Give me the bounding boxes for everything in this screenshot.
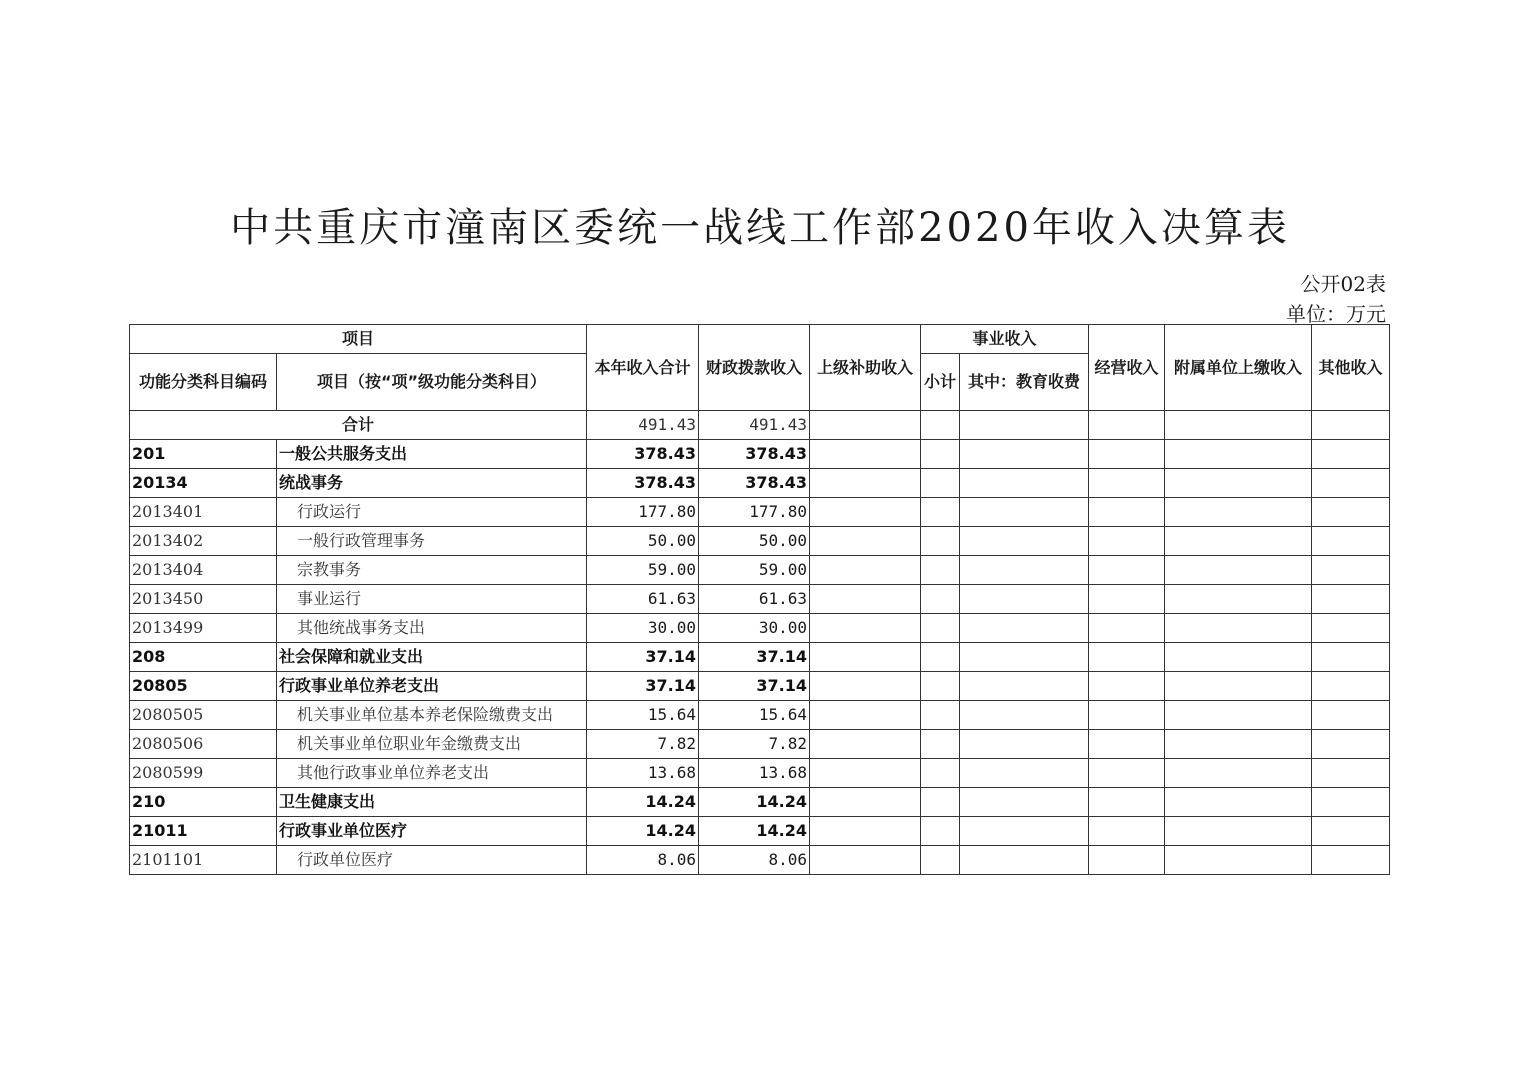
row-total: 59.00 — [587, 556, 699, 585]
empty-cell — [1312, 730, 1390, 759]
empty-cell — [810, 411, 921, 440]
empty-cell — [921, 498, 960, 527]
row-name-text: 宗教事务 — [297, 560, 362, 579]
empty-cell — [1089, 759, 1165, 788]
row-name — [277, 788, 587, 817]
empty-cell — [1312, 614, 1390, 643]
table-row — [130, 498, 1390, 527]
table-row — [130, 556, 1390, 585]
row-fiscal: 13.68 — [699, 759, 810, 788]
row-code: 2013404 — [130, 556, 277, 585]
row-name-text: 机关事业单位基本养老保险缴费支出 — [297, 705, 554, 724]
header-other: 其他收入 — [1312, 325, 1390, 411]
empty-cell — [921, 672, 960, 701]
empty-cell — [1089, 701, 1165, 730]
empty-cell — [1165, 846, 1312, 875]
row-name — [277, 440, 587, 469]
row-fiscal: 8.06 — [699, 846, 810, 875]
header-operating: 经营收入 — [1089, 325, 1165, 411]
row-name-text: 机关事业单位职业年金缴费支出 — [297, 734, 522, 753]
header-code: 功能分类科目编码 — [130, 354, 277, 411]
row-fiscal: 37.14 — [699, 643, 810, 672]
empty-cell — [1312, 527, 1390, 556]
empty-cell — [1165, 498, 1312, 527]
row-total: 8.06 — [587, 846, 699, 875]
empty-cell — [1165, 730, 1312, 759]
empty-cell — [1089, 846, 1165, 875]
row-fiscal: 50.00 — [699, 527, 810, 556]
row-total: 378.43 — [587, 469, 699, 498]
empty-cell — [1165, 614, 1312, 643]
row-total: 7.82 — [587, 730, 699, 759]
empty-cell — [1165, 701, 1312, 730]
row-code: 2080505 — [130, 701, 277, 730]
row-code: 2080506 — [130, 730, 277, 759]
empty-cell — [1312, 672, 1390, 701]
empty-cell — [1165, 759, 1312, 788]
row-name-text: 其他行政事业单位养老支出 — [297, 763, 490, 782]
empty-cell — [921, 469, 960, 498]
empty-cell — [1089, 411, 1165, 440]
row-code: 2013499 — [130, 614, 277, 643]
empty-cell — [921, 643, 960, 672]
row-total: 14.24 — [587, 817, 699, 846]
table-row — [130, 643, 1390, 672]
empty-cell — [921, 411, 960, 440]
table-row — [130, 701, 1390, 730]
row-fiscal: 15.64 — [699, 701, 810, 730]
total-label: 合计 — [130, 411, 587, 440]
row-total: 61.63 — [587, 585, 699, 614]
empty-cell — [810, 440, 921, 469]
row-name — [277, 614, 587, 643]
row-total: 50.00 — [587, 527, 699, 556]
header-business: 事业收入 — [921, 325, 1089, 354]
header-name: 项目（按“项”级功能分类科目） — [277, 354, 587, 411]
empty-cell — [1165, 585, 1312, 614]
row-name — [277, 701, 587, 730]
row-fiscal: 177.80 — [699, 498, 810, 527]
table-row — [130, 730, 1390, 759]
empty-cell — [810, 788, 921, 817]
table-row — [130, 672, 1390, 701]
empty-cell — [960, 759, 1089, 788]
empty-cell — [960, 411, 1089, 440]
empty-cell — [810, 498, 921, 527]
header-project: 项目 — [130, 325, 587, 354]
row-code: 2101101 — [130, 846, 277, 875]
empty-cell — [960, 672, 1089, 701]
header-edu: 其中：教育收费 — [960, 354, 1089, 411]
empty-cell — [921, 759, 960, 788]
empty-cell — [921, 585, 960, 614]
table-row — [130, 440, 1390, 469]
row-fiscal: 30.00 — [699, 614, 810, 643]
empty-cell — [921, 527, 960, 556]
total-row — [130, 411, 1390, 440]
table-row — [130, 846, 1390, 875]
row-code: 2013450 — [130, 585, 277, 614]
row-name — [277, 498, 587, 527]
row-fiscal: 59.00 — [699, 556, 810, 585]
empty-cell — [1089, 817, 1165, 846]
row-total: 30.00 — [587, 614, 699, 643]
empty-cell — [1312, 556, 1390, 585]
header-affiliated: 附属单位上缴收入 — [1165, 325, 1312, 411]
row-code: 201 — [130, 440, 277, 469]
row-name-text: 行政事业单位医疗 — [279, 821, 408, 840]
row-name-text: 行政运行 — [297, 502, 362, 521]
empty-cell — [1312, 440, 1390, 469]
empty-cell — [921, 440, 960, 469]
row-name-text: 卫生健康支出 — [279, 792, 376, 811]
empty-cell — [960, 846, 1089, 875]
empty-cell — [960, 585, 1089, 614]
header-fiscal: 财政拨款收入 — [699, 325, 810, 411]
row-fiscal: 378.43 — [699, 469, 810, 498]
empty-cell — [810, 527, 921, 556]
row-name — [277, 556, 587, 585]
empty-cell — [810, 614, 921, 643]
empty-cell — [1165, 527, 1312, 556]
row-name-text: 行政事业单位养老支出 — [279, 676, 440, 695]
empty-cell — [960, 788, 1089, 817]
form-number: 公开02表 — [1300, 272, 1386, 296]
row-fiscal: 61.63 — [699, 585, 810, 614]
empty-cell — [1089, 556, 1165, 585]
table-row — [130, 469, 1390, 498]
row-code: 210 — [130, 788, 277, 817]
empty-cell — [1089, 585, 1165, 614]
row-fiscal: 7.82 — [699, 730, 810, 759]
empty-cell — [960, 556, 1089, 585]
empty-cell — [1165, 817, 1312, 846]
row-total: 378.43 — [587, 440, 699, 469]
empty-cell — [960, 440, 1089, 469]
empty-cell — [1165, 411, 1312, 440]
empty-cell — [1089, 440, 1165, 469]
empty-cell — [1089, 730, 1165, 759]
row-name-text: 统战事务 — [279, 473, 344, 492]
table-row — [130, 759, 1390, 788]
table-row — [130, 527, 1390, 556]
row-total: 37.14 — [587, 672, 699, 701]
row-name-text: 社会保障和就业支出 — [279, 647, 424, 666]
row-code: 208 — [130, 643, 277, 672]
empty-cell — [921, 614, 960, 643]
empty-cell — [1312, 469, 1390, 498]
empty-cell — [1312, 411, 1390, 440]
total-income: 491.43 — [587, 411, 699, 440]
row-code: 2013401 — [130, 498, 277, 527]
table-row — [130, 614, 1390, 643]
empty-cell — [810, 556, 921, 585]
total-fiscal: 491.43 — [699, 411, 810, 440]
empty-cell — [810, 643, 921, 672]
row-total: 13.68 — [587, 759, 699, 788]
empty-cell — [921, 730, 960, 759]
row-name — [277, 759, 587, 788]
row-fiscal: 37.14 — [699, 672, 810, 701]
empty-cell — [921, 556, 960, 585]
row-name — [277, 846, 587, 875]
empty-cell — [1312, 846, 1390, 875]
empty-cell — [960, 643, 1089, 672]
empty-cell — [1312, 817, 1390, 846]
empty-cell — [1312, 498, 1390, 527]
empty-cell — [1089, 788, 1165, 817]
unit-label: 单位：万元 — [1286, 302, 1386, 326]
empty-cell — [960, 469, 1089, 498]
empty-cell — [810, 759, 921, 788]
empty-cell — [1312, 701, 1390, 730]
empty-cell — [960, 527, 1089, 556]
empty-cell — [810, 585, 921, 614]
empty-cell — [1165, 788, 1312, 817]
row-total: 37.14 — [587, 643, 699, 672]
empty-cell — [1165, 440, 1312, 469]
empty-cell — [960, 701, 1089, 730]
table-row — [130, 585, 1390, 614]
row-name — [277, 730, 587, 759]
row-fiscal: 14.24 — [699, 788, 810, 817]
empty-cell — [810, 846, 921, 875]
header-subtotal: 小计 — [921, 354, 960, 411]
empty-cell — [810, 672, 921, 701]
empty-cell — [810, 701, 921, 730]
row-code: 2013402 — [130, 527, 277, 556]
empty-cell — [1312, 788, 1390, 817]
row-fiscal: 14.24 — [699, 817, 810, 846]
empty-cell — [1089, 643, 1165, 672]
row-name — [277, 527, 587, 556]
row-name — [277, 817, 587, 846]
row-name-text: 一般公共服务支出 — [279, 444, 408, 463]
row-name — [277, 672, 587, 701]
empty-cell — [1089, 469, 1165, 498]
empty-cell — [1312, 585, 1390, 614]
row-name — [277, 585, 587, 614]
row-name-text: 其他统战事务支出 — [297, 618, 426, 637]
row-code: 2080599 — [130, 759, 277, 788]
row-total: 14.24 — [587, 788, 699, 817]
empty-cell — [810, 730, 921, 759]
row-name-text: 事业运行 — [297, 589, 362, 608]
row-name — [277, 643, 587, 672]
empty-cell — [1165, 556, 1312, 585]
row-name-text: 一般行政管理事务 — [297, 531, 426, 550]
header-superior: 上级补助收入 — [810, 325, 921, 411]
row-total: 177.80 — [587, 498, 699, 527]
empty-cell — [921, 701, 960, 730]
empty-cell — [960, 730, 1089, 759]
table-row — [130, 817, 1390, 846]
row-code: 21011 — [130, 817, 277, 846]
empty-cell — [1312, 759, 1390, 788]
empty-cell — [1312, 643, 1390, 672]
row-code: 20134 — [130, 469, 277, 498]
empty-cell — [1165, 469, 1312, 498]
empty-cell — [960, 817, 1089, 846]
empty-cell — [810, 469, 921, 498]
row-name — [277, 469, 587, 498]
empty-cell — [810, 817, 921, 846]
row-fiscal: 378.43 — [699, 440, 810, 469]
empty-cell — [921, 788, 960, 817]
header-total: 本年收入合计 — [587, 325, 699, 411]
empty-cell — [921, 846, 960, 875]
row-code: 20805 — [130, 672, 277, 701]
table-row — [130, 788, 1390, 817]
row-total: 15.64 — [587, 701, 699, 730]
page-title: 中共重庆市潼南区委统一战线工作部2020年收入决算表 — [230, 205, 1290, 251]
empty-cell — [1165, 643, 1312, 672]
empty-cell — [1089, 614, 1165, 643]
empty-cell — [960, 498, 1089, 527]
empty-cell — [1165, 672, 1312, 701]
empty-cell — [1089, 527, 1165, 556]
income-table — [129, 324, 1390, 875]
empty-cell — [921, 817, 960, 846]
empty-cell — [1089, 672, 1165, 701]
row-name-text: 行政单位医疗 — [297, 850, 394, 869]
empty-cell — [1089, 498, 1165, 527]
empty-cell — [960, 614, 1089, 643]
